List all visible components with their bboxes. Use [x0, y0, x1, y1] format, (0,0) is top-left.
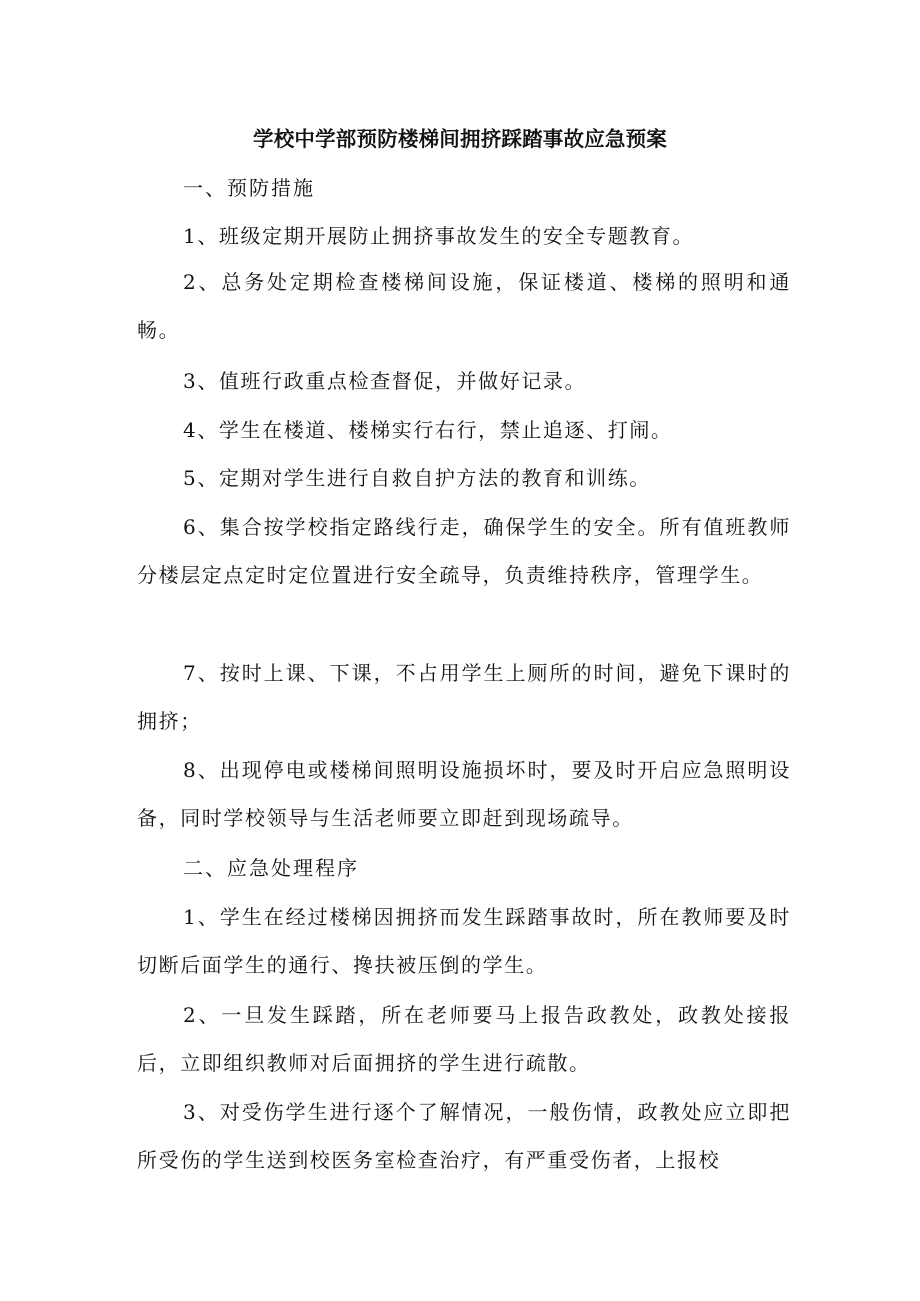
section-heading-emergency: 二、应急处理程序	[183, 856, 359, 880]
paragraph: 3、对受伤学生进行逐个了解情况，一般伤情，政教处应立即把所受伤的学生送到校医务室检查治疗，有严重受伤者，上报校	[137, 1100, 791, 1172]
paragraph: 2、总务处定期检查楼梯间设施，保证楼道、楼梯的照明和通畅。	[137, 270, 791, 342]
paragraph: 5、定期对学生进行自救自护方法的教育和训练。	[183, 466, 651, 490]
paragraph: 1、班级定期开展防止拥挤事故发生的安全专题教育。	[183, 224, 695, 248]
paragraph: 6、集合按学校指定路线行走，确保学生的安全。所有值班教师分楼层定点定时定位置进行安全疏导，负责维持秩序，管理学生。	[137, 515, 791, 587]
paragraph: 3、值班行政重点检查督促，并做好记录。	[183, 369, 587, 393]
paragraph: 4、学生在楼道、楼梯实行右行，禁止追逐、打闹。	[183, 418, 673, 442]
paragraph: 8、出现停电或楼梯间照明设施损坏时，要及时开启应急照明设备，同时学校领导与生活老师要立即赶到现场疏导。	[137, 758, 791, 830]
section-heading-prevention: 一、预防措施	[183, 176, 315, 200]
paragraph: 1、学生在经过楼梯因拥挤而发生踩踏事故时，所在教师要及时切断后面学生的通行、搀扶被压倒的学生。	[137, 905, 791, 977]
document-title: 学校中学部预防楼梯间拥挤踩踏事故应急预案	[253, 127, 667, 151]
paragraph: 2、一旦发生踩踏，所在老师要马上报告政教处，政教处接报后，立即组织教师对后面拥挤的学生进行疏散。	[137, 1003, 791, 1075]
paragraph: 7、按时上课、下课，不占用学生上厕所的时间，避免下课时的拥挤；	[137, 661, 791, 733]
